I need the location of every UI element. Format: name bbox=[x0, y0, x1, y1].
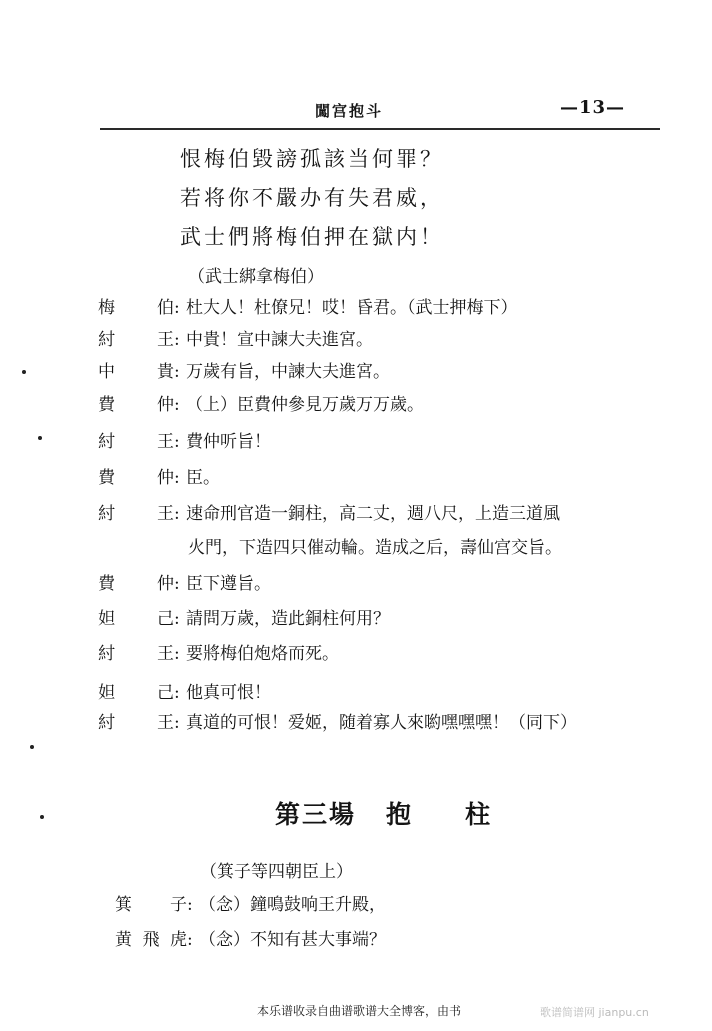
speech-text: （念）不知有甚大事端？ bbox=[199, 930, 386, 950]
scene-name-part-2: 柱 bbox=[465, 800, 493, 829]
dialogue-line: 紂王: 要將梅伯炮烙而死。 bbox=[98, 639, 339, 664]
speaker-name: 紂王 bbox=[98, 644, 174, 664]
speaker-name: 紂王 bbox=[98, 330, 174, 350]
speaker-name: 費仲 bbox=[98, 574, 174, 594]
watermark: 歌谱简谱网 jianpu.cn bbox=[540, 1006, 649, 1019]
speech-text: 臣下遵旨。 bbox=[186, 574, 271, 594]
speaker-name: 黄飛虎 bbox=[115, 930, 187, 950]
scan-speck bbox=[40, 815, 44, 819]
dialogue-line: 梅伯: 杜大人！杜僚兄！哎！昏君。（武士押梅下） bbox=[98, 293, 518, 318]
speaker-name: 中貴 bbox=[98, 362, 174, 382]
scan-speck bbox=[38, 436, 42, 440]
speech-text: 費仲听旨！ bbox=[186, 432, 271, 452]
dialogue-line: 紂王: 中貴！宣中諫大夫進宮。 bbox=[98, 325, 373, 350]
speech-text: 請問万歲，造此銅柱何用？ bbox=[186, 609, 390, 629]
speech-text: 臣。 bbox=[186, 468, 220, 488]
dialogue-line: 箕子: （念）鐘鳴鼓响王升殿， bbox=[115, 890, 386, 915]
dialogue-line: 中貴: 万歲有旨，中諫大夫進宮。 bbox=[98, 357, 390, 382]
speaker-name: 妲己 bbox=[98, 683, 174, 703]
speaker-name: 箕子 bbox=[115, 895, 187, 915]
speech-text: 中貴！宣中諫大夫進宮。 bbox=[186, 330, 373, 350]
speaker-name: 費仲 bbox=[98, 468, 174, 488]
dialogue-line: 費仲: 臣下遵旨。 bbox=[98, 569, 271, 594]
speaker-name: 紂王 bbox=[98, 713, 174, 733]
verse-line-1: 恨梅伯毀謗孤該当何罪？ bbox=[180, 147, 444, 171]
scene-name-part-1: 抱 bbox=[386, 800, 414, 829]
verse-line-2: 若将你不嚴办有失君威， bbox=[180, 186, 444, 210]
scene-number: 第三場 bbox=[275, 800, 357, 829]
speech-text: 杜大人！杜僚兄！哎！昏君。（武士押梅下） bbox=[186, 298, 518, 318]
dialogue-line: 紂王: 真道的可恨！爱姬，随着寡人來喲嘿嘿嘿！（同下） bbox=[98, 708, 577, 733]
dialogue-line: 費仲: （上）臣費仲參見万歲万万歲。 bbox=[98, 390, 424, 415]
speech-text: 要將梅伯炮烙而死。 bbox=[186, 644, 339, 664]
speaker-name: 費仲 bbox=[98, 395, 174, 415]
speaker-name: 紂王 bbox=[98, 432, 174, 452]
speaker-name: 妲己 bbox=[98, 609, 174, 629]
scan-speck bbox=[30, 745, 34, 749]
speaker-name: 紂王 bbox=[98, 504, 174, 524]
dialogue-line: 妲己: 他真可恨！ bbox=[98, 678, 271, 703]
dialogue-line: 紂王: 速命刑官造一銅柱，高二丈，週八尺，上造三道風 bbox=[98, 499, 560, 524]
speech-text: 速命刑官造一銅柱，高二丈，週八尺，上造三道風 bbox=[186, 504, 560, 524]
page-number: —13— bbox=[560, 97, 626, 118]
scene-heading bbox=[275, 795, 492, 831]
dialogue-line: 黄飛虎: （念）不知有甚大事端？ bbox=[115, 925, 386, 950]
stage-direction: （箕子等四朝臣上） bbox=[200, 862, 353, 882]
speech-text: 他真可恨！ bbox=[186, 683, 271, 703]
speech-text: （上）臣費仲參見万歲万万歲。 bbox=[186, 395, 424, 415]
speech-text: （念）鐘鳴鼓响王升殿， bbox=[199, 895, 386, 915]
footer-note: 本乐谱收录自曲谱歌谱大全博客，由书 bbox=[257, 1004, 462, 1018]
header-rule bbox=[100, 128, 660, 130]
speaker-name: 梅伯 bbox=[98, 298, 174, 318]
running-header-title: 闖宫抱斗 bbox=[315, 102, 384, 120]
scan-speck bbox=[22, 370, 26, 374]
dialogue-line: 妲己: 請問万歲，造此銅柱何用？ bbox=[98, 604, 390, 629]
speech-continuation: 火門，下造四只催动輪。造成之后，壽仙宫交旨。 bbox=[188, 538, 562, 558]
verse-line-3: 武士們將梅伯押在獄内！ bbox=[180, 225, 444, 249]
speech-text: 万歲有旨，中諫大夫進宮。 bbox=[186, 362, 390, 382]
dialogue-line: 費仲: 臣。 bbox=[98, 463, 220, 488]
dialogue-line: 紂王: 費仲听旨！ bbox=[98, 427, 271, 452]
speech-text: 真道的可恨！爱姬，随着寡人來喲嘿嘿嘿！（同下） bbox=[186, 713, 577, 733]
stage-direction: （武士綁拿梅伯） bbox=[188, 267, 324, 287]
